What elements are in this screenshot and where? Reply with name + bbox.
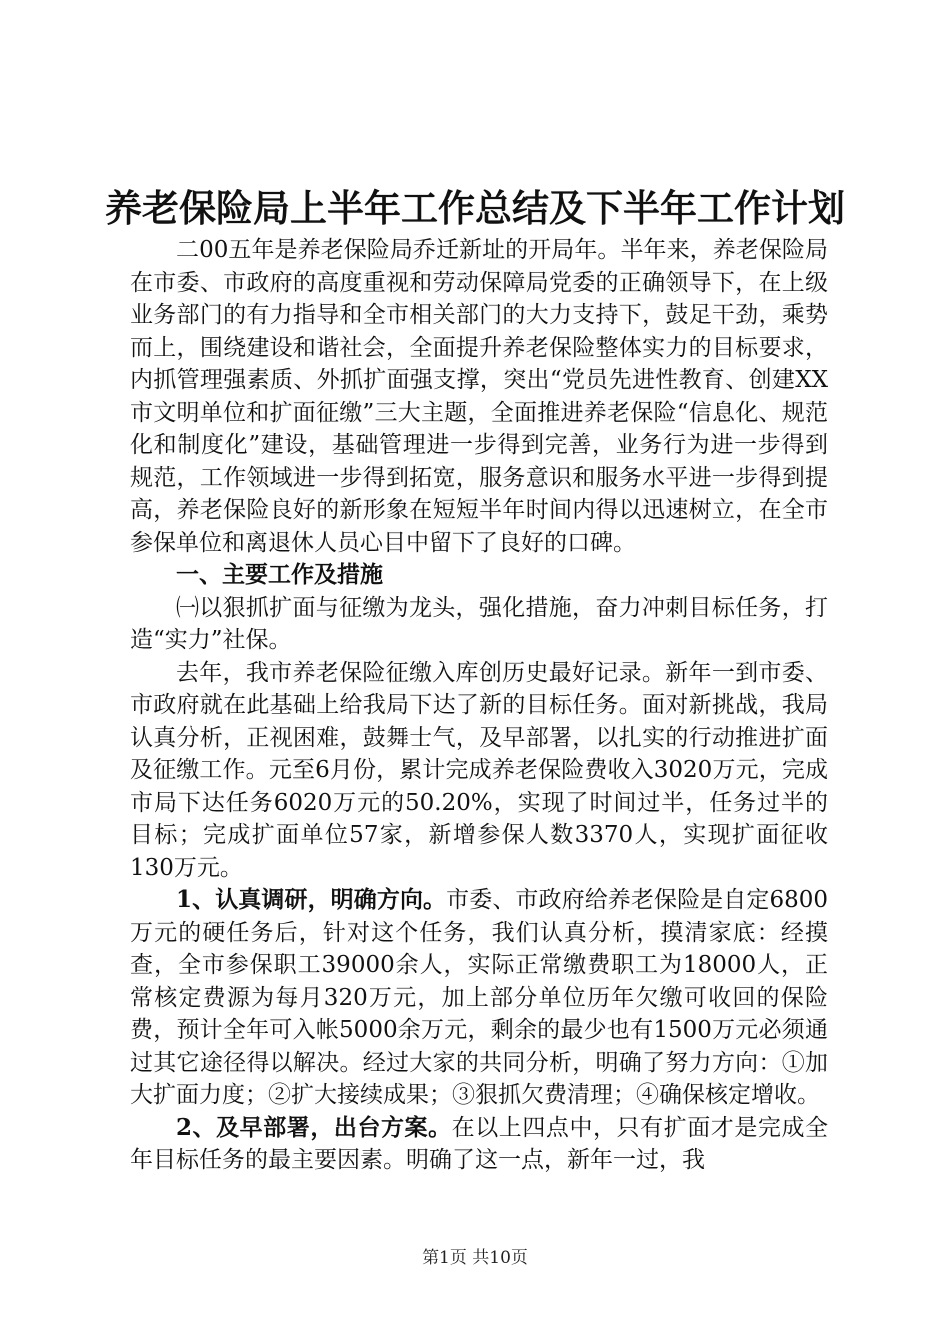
item-2-text: 在以上四点中，只有扩面才是完成全年目标任务的最主要因素。明确了这一点，新年一过，我 bbox=[130, 1114, 828, 1173]
item-2-lead: 2、及早部署，出台方案。 bbox=[176, 1113, 452, 1141]
intro-paragraph: 二00五年是养老保险局乔迁新址的开局年。半年来，养老保险局在市委、市政府的高度重视和劳动保障局党委的正确领导下，在上级业务部门的有力指导和全市相关部门的大力支持下，鼓足干劲，乘势而上，围绕建设和谐社会，全面提升养老保险整体实力的目标要求，内抓管理强素质、外抓扩面强支撑，突出“党员先进性教育、创建XX市文明单位和扩面征缴”三大主题，全面推进养老保险“信息化、规范化和制度化”建设，基础管理进一步得到完善，业务行为进一步得到规范，工作领域进一步得到拓宽，服务意识和服务水平进一步得到提高，养老保险良好的新形象在短短半年时间内得以迅速树立，在全市参保单位和离退休人员心目中留下了良好的口碑。 bbox=[130, 237, 828, 556]
item-1-text: 市委、市政府给养老保险是自定6800万元的硬任务后，针对这个任务，我们认真分析，摸清家底：经摸查，全市参保职工39000余人，实际正常缴费职工为18000人，正常核定费源为每月320万元，加上部分单位历年欠缴可收回的保险费，预计全年可入帐5000余万元，剩余的最少也有1500万元必须通过其它途径得以解决。经过大家的共同分析，明确了努力方向：①加大扩面力度；②扩大接续成果；③狠抓欠费清理；④确保核定增收。 bbox=[130, 887, 828, 1108]
item-2-paragraph bbox=[130, 1112, 828, 1177]
summary-paragraph: 去年，我市养老保险征缴入库创历史最好记录。新年一到市委、市政府就在此基础上给我局下达了新的目标任务。面对新挑战，我局认真分析，正视困难，鼓舞士气，及早部署，以扎实的行动推进扩面及征缴工作。元至6月份，累计完成养老保险费收入3020万元，完成市局下达任务6020万元的50.20%，实现了时间过半，任务过半的目标；完成扩面单位57家，新增参保人数3370人，实现扩面征收130万元。 bbox=[130, 659, 828, 881]
item-1-paragraph bbox=[130, 884, 828, 1112]
document-title: 养老保险局上半年工作总结及下半年工作计划 bbox=[105, 186, 845, 230]
section-heading: 一、主要工作及措施 bbox=[176, 561, 383, 588]
page-footer: 第1页 共10页 bbox=[422, 1248, 528, 1268]
item-1-lead: 1、认真调研，明确方向。 bbox=[176, 886, 447, 913]
document-body bbox=[130, 234, 828, 1177]
subsection-paragraph: ㈠以狠抓扩面与征缴为龙头，强化措施，奋力冲刺目标任务，打造“实力”社保。 bbox=[130, 594, 828, 653]
